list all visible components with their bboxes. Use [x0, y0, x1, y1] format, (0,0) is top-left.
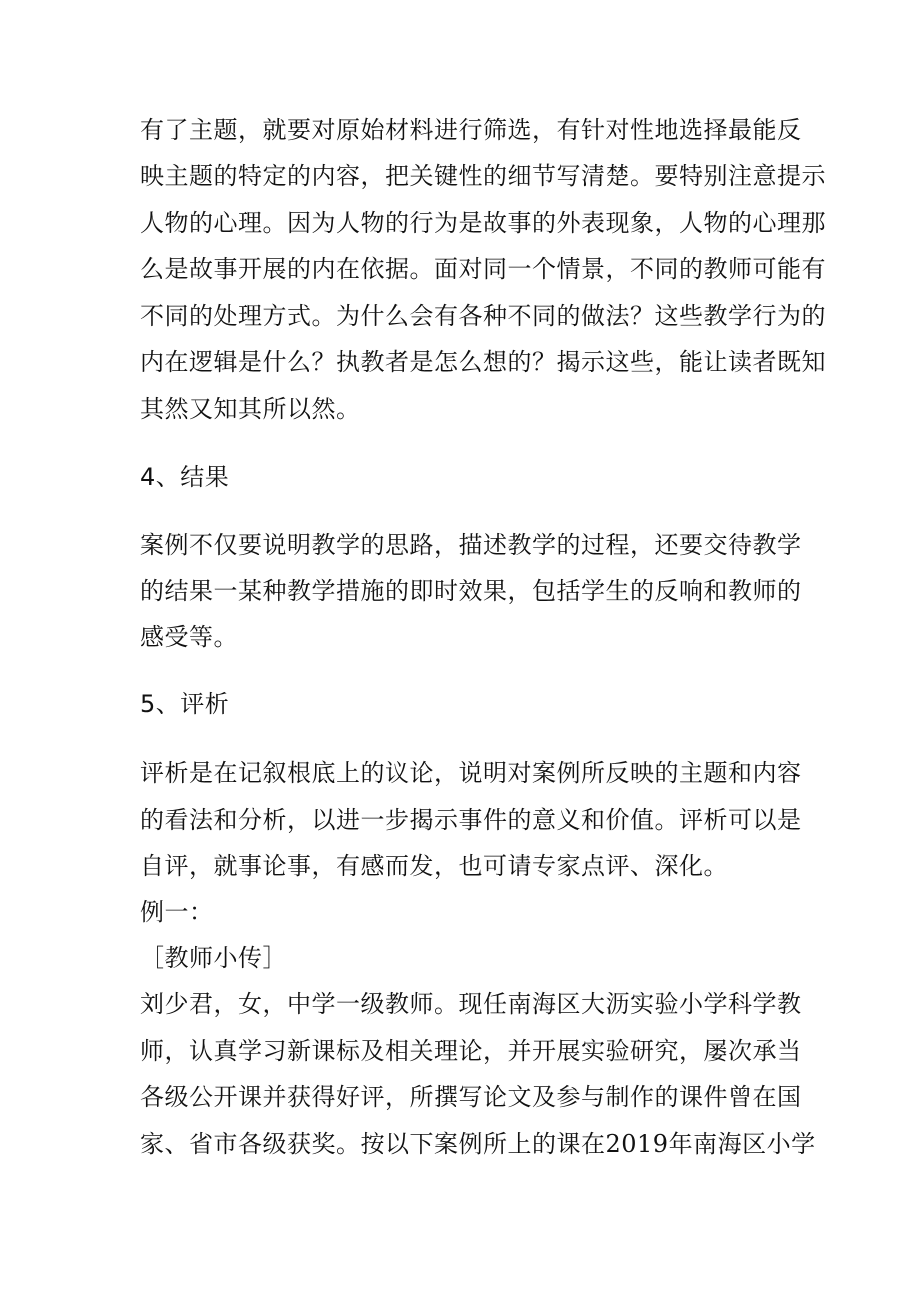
paragraph-1-line-5: 不同的处理方式。为什么会有各种不同的做法？这些教学行为的 [140, 302, 826, 330]
paragraph-3-line-3: 自评，就事论事，有感而发，也可请专家点评、深化。 [140, 852, 728, 880]
paragraph-1-line-3: 人物的心理。因为人物的行为是故事的外表现象，人物的心理那 [140, 209, 826, 237]
teacher-bio-line-2: 师，认真学习新课标及相关理论，并开展实验研究，屡次承当 [140, 1037, 802, 1065]
teacher-bio-title: ［教师小传］ [140, 944, 287, 972]
teacher-bio-line-1: 刘少君，女，中学一级教师。现任南海区大沥实验小学科学教 [140, 990, 802, 1018]
section-heading-analysis: 5、评析 [140, 690, 230, 718]
paragraph-2-line-1: 案例不仅要说明教学的思路，描述教学的过程，还要交待教学 [140, 531, 802, 559]
paragraph-1-line-6: 内在逻辑是什么？执教者是怎么想的？揭示这些，能让读者既知 [140, 348, 826, 376]
paragraph-2-line-2: 的结果一某种教学措施的即时效果，包括学生的反响和教师的 [140, 577, 802, 605]
paragraph-1-line-1: 有了主题，就要对原始材料进行筛选，有针对性地选择最能反 [140, 116, 802, 144]
teacher-bio-line-4: 家、省市各级获奖。按以下案例所上的课在2019年南海区小学 [140, 1130, 816, 1158]
paragraph-3-line-2: 的看法和分析，以进一步揭示事件的意义和价值。评析可以是 [140, 806, 802, 834]
paragraph-1-line-2: 映主题的特定的内容，把关键性的细节写清楚。要特别注意提示 [140, 162, 826, 190]
example-label: 例一： [140, 898, 214, 926]
paragraph-3-line-1: 评析是在记叙根底上的议论，说明对案例所反映的主题和内容 [140, 759, 802, 787]
teacher-bio-line-3: 各级公开课并获得好评，所撰写论文及参与制作的课件曾在国 [140, 1083, 802, 1111]
paragraph-1-line-4: 么是故事开展的内在依据。面对同一个情景，不同的教师可能有 [140, 255, 826, 283]
paragraph-2-line-3: 感受等。 [140, 623, 238, 651]
paragraph-1-line-7: 其然又知其所以然。 [140, 395, 361, 423]
section-heading-results: 4、结果 [140, 463, 230, 491]
